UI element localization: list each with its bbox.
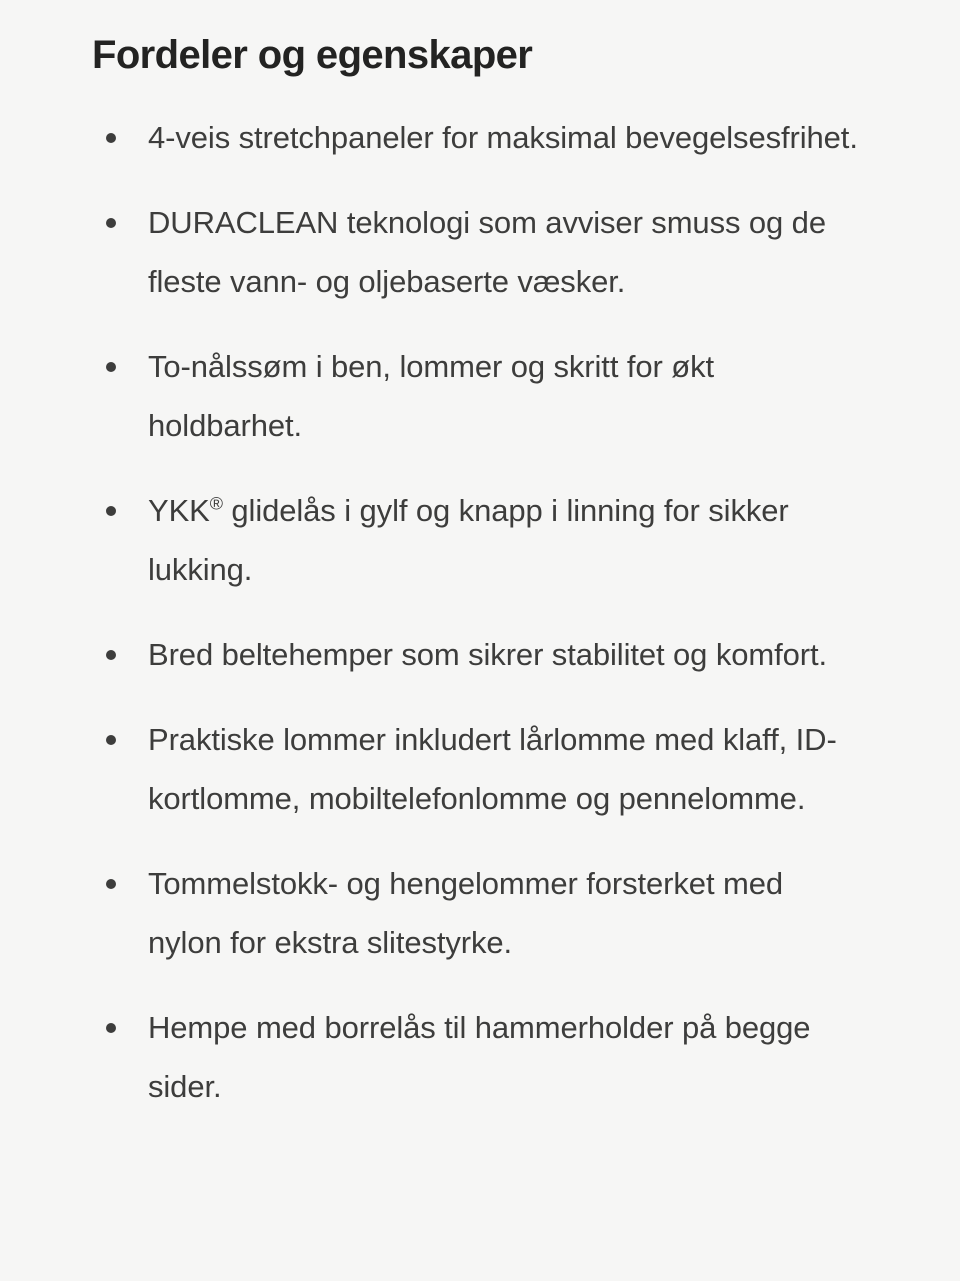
bullet-dot-icon (106, 650, 116, 660)
bullet-dot-icon (106, 506, 116, 516)
list-item (92, 337, 860, 455)
feature-text: Tommelstokk- og hengelommer forsterket med nylon for ekstra slitestyrke. (148, 866, 783, 960)
bullet-dot-icon (106, 879, 116, 889)
feature-text: Praktiske lommer inkludert lårlomme med klaff, ID-kortlomme, mobiltelefonlomme og pennelomme. (148, 722, 837, 816)
feature-text: 4-veis stretchpaneler for maksimal bevegelsesfrihet. (148, 120, 858, 155)
list-item (92, 710, 860, 828)
feature-list (92, 108, 870, 1116)
feature-text: Hempe med borrelås til hammerholder på begge sider. (148, 1010, 811, 1104)
feature-text: Bred beltehemper som sikrer stabilitet og komfort. (148, 637, 827, 672)
bullet-dot-icon (106, 218, 116, 228)
registered-trademark-icon: ® (209, 493, 223, 514)
page-title: Fordeler og egenskaper (92, 33, 533, 77)
bullet-dot-icon (106, 735, 116, 745)
list-item (92, 854, 860, 972)
list-item (92, 108, 860, 167)
brand-name: YKK (148, 493, 210, 528)
list-item (92, 481, 860, 599)
list-item (92, 625, 860, 684)
list-item (92, 193, 860, 311)
list-item (92, 998, 860, 1116)
feature-text: DURACLEAN teknologi som avviser smuss og de fleste vann- og oljebaserte væsker. (148, 205, 826, 299)
bullet-dot-icon (106, 133, 116, 143)
bullet-dot-icon (106, 362, 116, 372)
feature-text-rest: glidelås i gylf og knapp i linning for sikker lukking. (148, 493, 789, 587)
feature-text: To-nålssøm i ben, lommer og skritt for økt holdbarhet. (148, 349, 714, 443)
feature-text (148, 493, 789, 587)
bullet-dot-icon (106, 1023, 116, 1033)
